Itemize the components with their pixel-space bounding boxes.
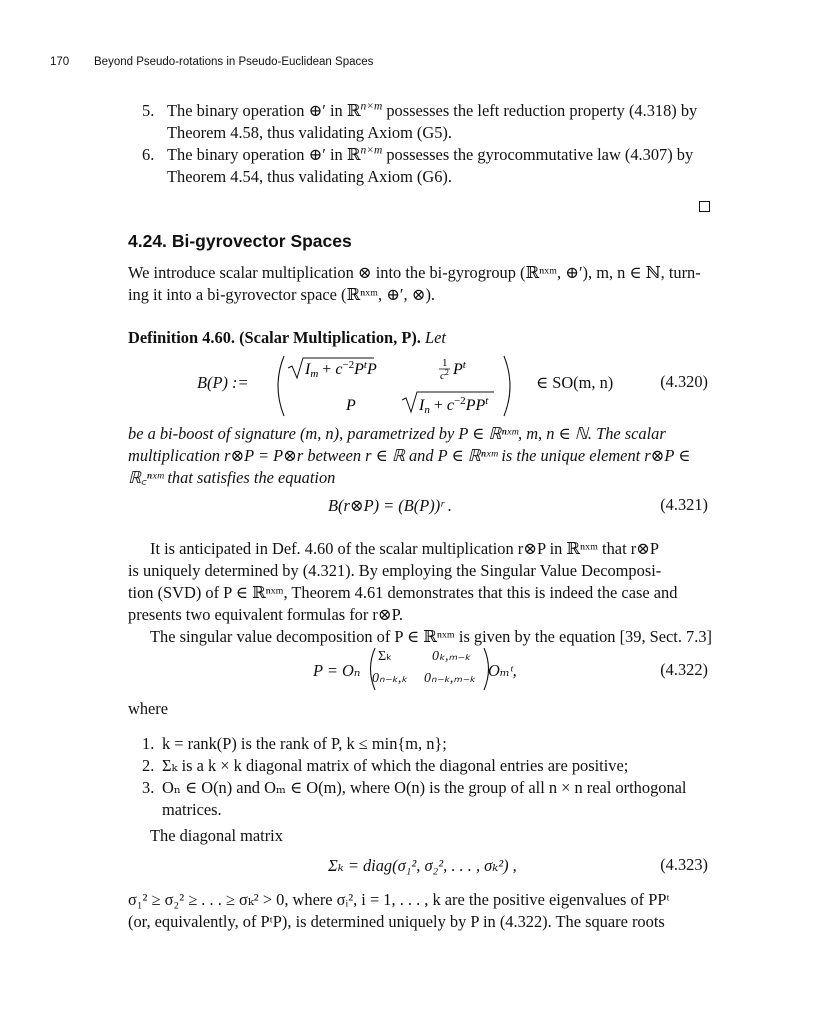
frac-num: 1	[442, 357, 448, 369]
svd-lhs: P = Oₙ	[313, 661, 361, 680]
matrix-entry-12: 0ₖ,ₘ₋ₖ	[432, 649, 471, 664]
list-item-continuation: Theorem 4.54, thus validating Axiom (G6).	[167, 167, 452, 186]
list-item-text: Oₙ ∈ O(n) and Oₘ ∈ O(m), where O(n) is the group of all n × n real orthogonal	[162, 778, 687, 797]
list-item-text: in	[330, 145, 343, 164]
list-item	[140, 733, 720, 755]
list-item	[140, 755, 720, 777]
paragraph-line: is uniquely determined by (4.321). By employing the Singular Value Decomposi-	[128, 561, 662, 580]
page-number: 170	[50, 56, 70, 68]
diag-lead: The diagonal matrix	[150, 826, 283, 845]
equation-number: (4.322)	[660, 660, 708, 679]
qed-box-icon	[699, 201, 710, 212]
list-item-text: The binary operation	[167, 145, 305, 164]
list-item-text: k = rank(P) is the rank of P, k ≤ min{m, n};	[162, 734, 447, 753]
operator-symbol: ⊕′	[308, 145, 326, 164]
matrix-entry-22: 0ₙ₋ₖ,ₘ₋ₖ	[424, 671, 476, 686]
matrix-entry-21: 0ₙ₋ₖ,ₖ	[372, 671, 408, 686]
section-number: 4.24.	[128, 231, 167, 251]
list-item-text: The binary operation	[167, 101, 305, 120]
definition-line: multiplication r⊗P = P⊗r between r ∈ ℝ and P ∈ ℝⁿˣᵐ is the unique element r⊗P ∈	[128, 446, 691, 465]
svd-paragraph	[128, 538, 712, 648]
list-item: 6. The binary operation ⊕′ in ℝ$^{n\times m}$ possesses the gyrocommutative law (4.307) by Theorem 4.54, thus validating Axiom (G6).	[140, 144, 720, 188]
svd-rhs: Oₘᵗ,	[488, 661, 517, 680]
intro-line: We introduce scalar multiplication ⊗ into the bi-gyrogroup (ℝⁿˣᵐ, ⊕′), m, n ∈ ℕ, turn-	[128, 263, 701, 282]
matrix-entry-11: $Im + c^{-2}P^tP$	[305, 359, 377, 380]
equation-4-323: Σₖ = diag(σ₁², σ₂², . . . , σₖ²) ,	[328, 856, 517, 875]
paragraph-line: (or, equivalently, of PᵗP), is determined uniquely by P in (4.322). The square roots	[128, 912, 665, 931]
matrix-entry-21: P	[346, 397, 356, 414]
diag-paragraph	[128, 889, 708, 933]
intro-paragraph	[128, 262, 708, 306]
where-text: where	[128, 699, 169, 718]
definition-lead: Let	[425, 328, 446, 347]
bp-lhs: B(P) :=	[197, 373, 249, 392]
equation-4-321: B(r⊗P) = (B(P))ʳ .	[328, 496, 453, 515]
list-item-number: 2.	[142, 756, 155, 775]
definition-body	[128, 423, 708, 489]
matrix-entry-11: Σₖ	[378, 649, 393, 664]
conditions-list	[140, 733, 720, 821]
definition-line: ℝ꜀ⁿˣᵐ that satisfies the equation	[128, 468, 336, 487]
paragraph-line: σ₁² ≥ σ₂² ≥ . . . ≥ σₖ² > 0, where σᵢ², i = 1, . . . , k are the positive eigenvalues of PPᵗ	[128, 890, 670, 909]
equation-number: (4.320)	[660, 372, 708, 391]
left-paren	[278, 356, 284, 416]
list-item-number: 3.	[142, 778, 155, 797]
definition-label	[128, 327, 446, 349]
section-title: Bi-gyrovector Spaces	[171, 231, 352, 251]
equation-number: (4.321)	[660, 495, 708, 514]
list-item-continuation: matrices.	[162, 800, 222, 819]
list-item-continuation: Theorem 4.58, thus validating Axiom (G5).	[167, 123, 452, 142]
intro-line: ing it into a bi-gyrovector space (ℝⁿˣᵐ, ⊕′, ⊗).	[128, 285, 436, 304]
matrix-entry-22: $In + c^{-2}PP^t$	[419, 395, 489, 416]
paragraph-line: tion (SVD) of P ∈ ℝⁿˣᵐ, Theorem 4.61 demonstrates that this is indeed the case and	[128, 583, 678, 602]
definition-title: Definition 4.60. (Scalar Multiplication, P).	[128, 328, 421, 347]
bi-boost-matrix	[270, 354, 530, 418]
right-paren	[504, 356, 510, 416]
running-head	[50, 56, 373, 68]
section-heading	[128, 231, 352, 252]
list-item-text: Σₖ is a k × k diagonal matrix of which the diagonal entries are positive;	[162, 756, 629, 775]
list-item-number: 5.	[142, 101, 155, 120]
matrix-entry-12: $P^t$	[453, 359, 466, 378]
definition-line: be a bi-boost of signature (m, n), parametrized by P ∈ ℝⁿˣᵐ, m, n ∈ ℕ. The scalar	[128, 424, 666, 443]
frac-den: $c^2$	[440, 368, 449, 382]
paragraph-line: The singular value decomposition of P ∈ ℝⁿˣᵐ is given by the equation [39, Sect. 7.3]	[150, 627, 712, 646]
list-item-number: 6.	[142, 145, 155, 164]
running-head-title: Beyond Pseudo-rotations in Pseudo-Euclidean Spaces	[94, 56, 374, 68]
list-item-text: possesses the left reduction property (4.318) by	[386, 101, 698, 120]
list-item: 5. The binary operation ⊕′ in ℝ$^{n\times m}$ possesses the left reduction property (4.318) by Theorem 4.58, thus validating Axiom (G5).	[140, 100, 720, 144]
list-item-number: 1.	[142, 734, 155, 753]
paragraph-line: presents two equivalent formulas for r⊗P.	[128, 605, 404, 624]
axiom-list	[140, 100, 720, 188]
list-item-text: possesses the gyrocommutative law (4.307) by	[386, 145, 694, 164]
equation-number: (4.323)	[660, 855, 708, 874]
list-item-text: in	[330, 101, 343, 120]
paragraph-line: It is anticipated in Def. 4.60 of the scalar multiplication r⊗P in ℝⁿˣᵐ that r⊗P	[150, 539, 660, 558]
operator-symbol: ⊕′	[308, 101, 326, 120]
list-item	[140, 777, 720, 821]
membership: ∈ SO(m, n)	[536, 373, 614, 392]
